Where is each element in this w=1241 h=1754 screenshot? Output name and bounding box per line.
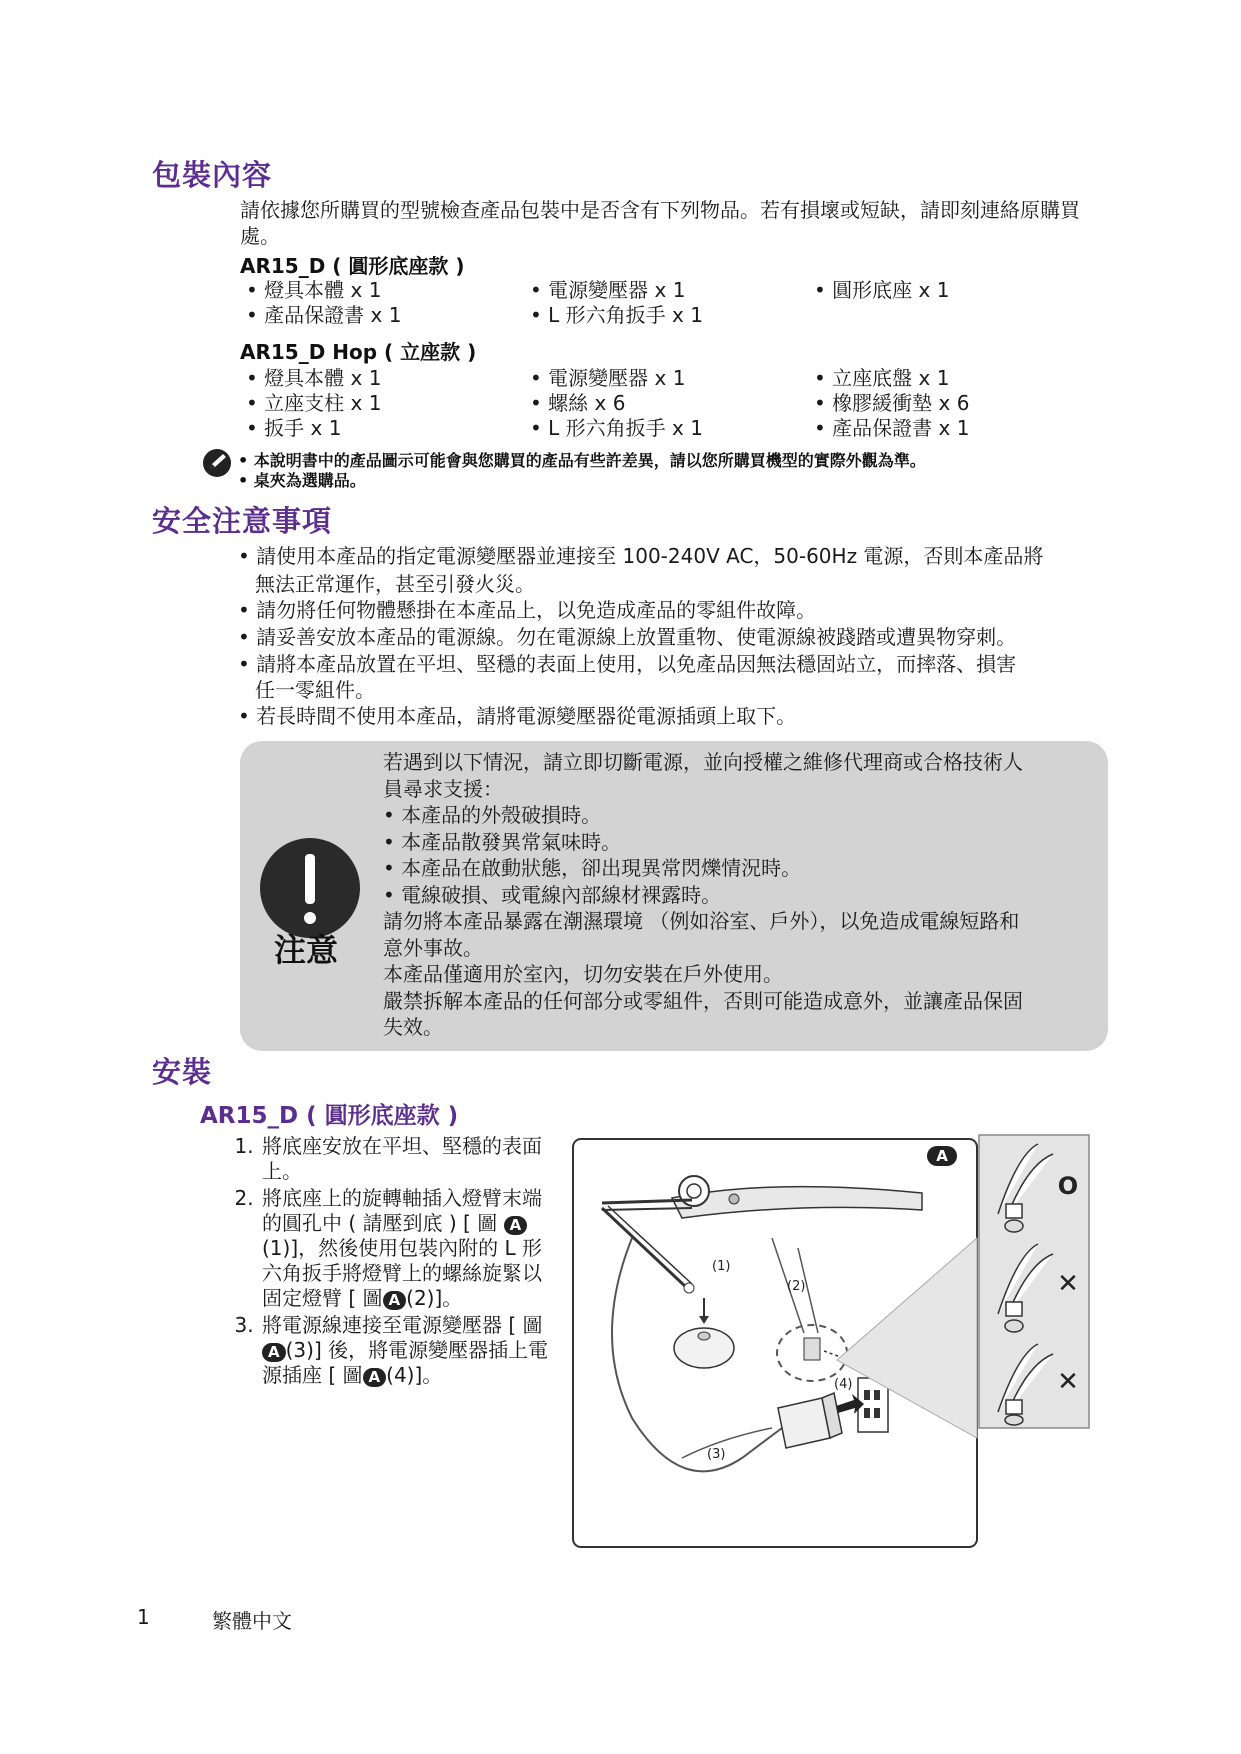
- install-step-3: 3. 將電源線連接至電源變壓器 [ 圖A (3)] 後，將電源變壓器插上電源插座 [ 圖 A (4)]。: [260, 1313, 556, 1388]
- list-item: • 立座支柱 x 1: [246, 391, 382, 415]
- install-steps: [236, 1134, 556, 1390]
- caution-line: 請勿將本產品暴露在潮濕環境 （例如浴室、戶外），以免造成電線短路和: [383, 909, 1020, 933]
- caution-line: • 本產品在啟動狀態，卻出現異常閃爍情況時。: [383, 856, 802, 880]
- list-item: • L 形六角扳手 x 1: [530, 303, 703, 327]
- caution-panel: [240, 741, 1108, 1051]
- list-item: • L 形六角扳手 x 1: [530, 416, 703, 440]
- section-title-safety: 安全注意事項: [152, 504, 333, 538]
- figure-a-badge: A: [504, 1216, 528, 1235]
- safety-item: • 請勿將任何物體懸掛在本產品上，以免造成產品的零組件故障。: [238, 598, 817, 622]
- safety-item: • 請妥善安放本產品的電源線。勿在電源線上放置重物、使電源線被踐踏或遭異物穿刺。: [238, 625, 1017, 649]
- callout-4: (4): [834, 1377, 853, 1392]
- list-item: • 燈具本體 x 1: [246, 278, 382, 302]
- page-number: 1: [137, 1605, 150, 1629]
- install-step-1: 1. 將底座安放在平坦、堅穩的表面上。: [260, 1134, 556, 1184]
- figure-a-label: A: [936, 1147, 948, 1165]
- list-item: • 產品保證書 x 1: [814, 416, 970, 440]
- list-item: • 立座底盤 x 1: [814, 366, 950, 390]
- caution-line: 若遇到以下情況，請立即切斷電源，並向授權之維修代理商或合格技術人: [383, 750, 1023, 774]
- wrong-mark: ✕: [1057, 1367, 1079, 1397]
- list-item: • 電源變壓器 x 1: [530, 366, 686, 390]
- list-item: • 產品保證書 x 1: [246, 303, 402, 327]
- safety-item: • 若長時間不使用本產品，請將電源變壓器從電源插頭上取下。: [238, 704, 797, 728]
- model-heading-hop: AR15_D Hop ( 立座款 ): [240, 340, 477, 364]
- caution-line: 嚴禁拆解本產品的任何部分或零組件，否則可能造成意外，並讓產品保固: [383, 988, 1023, 1013]
- list-item: • 橡膠緩衝墊 x 6: [814, 391, 970, 415]
- section-title-install: 安裝: [152, 1055, 213, 1089]
- installation-figure: [572, 1138, 978, 1548]
- section-title-packing: 包裝內容: [152, 158, 273, 192]
- install-step-2: 2. 將底座上的旋轉軸插入燈臂末端的圓孔中 ( 請壓到底 ) [ 圖 A(1)]，然後使用包裝內附的 L 形六角扳手將燈臂上的螺絲旋緊以固定燈臂 [ 圖 A (2)]。: [260, 1186, 556, 1311]
- list-item: • 螺絲 x 6: [530, 391, 626, 415]
- caution-label: 注意: [274, 931, 339, 969]
- safety-item: • 請將本產品放置在平坦、堅穩的表面上使用，以免產品因無法穩固站立，而摔落、損害: [238, 652, 1017, 676]
- callout-2: (2): [787, 1279, 806, 1294]
- figure-a-badge: A: [363, 1368, 387, 1387]
- install-subtitle: AR15_D ( 圓形底座款 ): [200, 1103, 459, 1129]
- safety-item: 任一零組件。: [255, 678, 375, 702]
- list-item: • 電源變壓器 x 1: [530, 278, 686, 302]
- list-item: • 圓形底座 x 1: [814, 278, 950, 302]
- pencil-note-icon: [202, 448, 236, 478]
- callout-1: (1): [712, 1259, 731, 1274]
- footer-language: 繁體中文: [212, 1609, 292, 1633]
- caution-line: • 本產品的外殼破損時。: [383, 803, 602, 827]
- safety-item: 無法正常運作，甚至引發火災。: [255, 572, 535, 596]
- wrong-mark: ✕: [1057, 1269, 1079, 1299]
- list-item: • 扳手 x 1: [246, 416, 342, 440]
- figure-a-badge: A: [383, 1291, 407, 1310]
- caution-line: 本產品僅適用於室內，切勿安裝在戶外使用。: [383, 962, 783, 986]
- callout-3: (3): [707, 1447, 726, 1462]
- caution-line: 意外事故。: [383, 935, 483, 960]
- caution-line: • 本產品散發異常氣味時。: [383, 829, 622, 854]
- figure-a-badge: A: [262, 1343, 286, 1362]
- packing-intro: 請依據您所購買的型號檢查產品包裝中是否含有下列物品。若有損壞或短缺，請即刻連絡原購買處。: [240, 198, 1080, 248]
- caution-line: 員尋求支援：: [383, 776, 503, 801]
- correct-mark: O: [1057, 1172, 1079, 1200]
- safety-item: • 請使用本產品的指定電源變壓器並連接至 100-240V AC，50-60Hz 電源，否則本產品將: [238, 544, 1044, 568]
- list-item: • 燈具本體 x 1: [246, 366, 382, 390]
- screw-detail-panel: [978, 1134, 1090, 1429]
- caution-line: 失效。: [383, 1015, 443, 1039]
- note-line: • 桌夾為選購品。: [238, 471, 366, 490]
- note-line: • 本說明書中的產品圖示可能會與您購買的產品有些許差異，請以您所購買機型的實際外觀為準。: [238, 451, 926, 470]
- model-heading-round: AR15_D ( 圓形底座款 ): [240, 254, 465, 278]
- caution-text: [383, 749, 1103, 1041]
- caution-line: • 電線破損、或電線內部線材裸露時。: [383, 882, 722, 907]
